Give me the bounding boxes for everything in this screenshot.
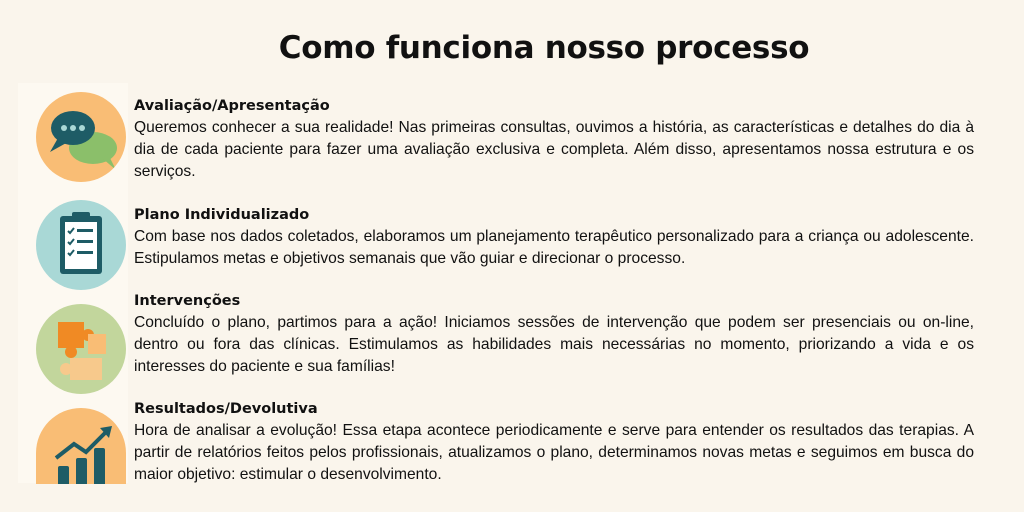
step-description: Concluído o plano, partimos para a ação! Iniciamos sessões de intervenção que podem ser presenciais ou on-line, dentro ou fora das clínicas. Estimulamos as habilidades mais necessárias no momento, priorizando a vida e os interesses do paciente e sua famílias! xyxy=(134,314,974,375)
step-title: Intervenções xyxy=(134,293,241,309)
chat-bubbles-icon xyxy=(36,92,126,182)
step-title: Resultados/Devolutiva xyxy=(134,401,318,417)
step-resultados xyxy=(134,398,974,486)
page-title: Como funciona nosso processo xyxy=(278,30,810,66)
step-title: Plano Individualizado xyxy=(134,207,310,223)
step-2-icon-circle xyxy=(36,200,126,290)
step-intervencoes xyxy=(134,290,974,378)
step-description: Queremos conhecer a sua realidade! Nas primeiras consultas, ouvimos a história, as características e detalhes do dia à dia de cada paciente para fazer uma avaliação exclusiva e completa. Além disso, apresentamos nossa estrutura e os serviços. xyxy=(134,119,974,180)
step-avaliacao xyxy=(134,95,974,183)
step-1-icon-circle xyxy=(36,92,126,182)
step-title: Avaliação/Apresentação xyxy=(134,98,330,114)
step-description: Hora de analisar a evolução! Essa etapa acontece periodicamente e serve para entender os resultados das terapias. A partir de relatórios feitos pelos profissionais, atualizamos o plano, determinamos novas metas e seguimos em busca do maior objetivo: estimular o desenvolvimento. xyxy=(134,422,974,483)
clipboard-checklist-icon xyxy=(36,200,126,290)
step-plano xyxy=(134,204,974,270)
step-3-icon-circle xyxy=(36,304,126,394)
step-description: Com base nos dados coletados, elaboramos um planejamento terapêutico personalizado para a criança ou adolescente. Estipulamos metas e objetivos semanais que vão guiar e direcionar o processo. xyxy=(134,228,974,267)
puzzle-pieces-icon xyxy=(36,304,126,394)
